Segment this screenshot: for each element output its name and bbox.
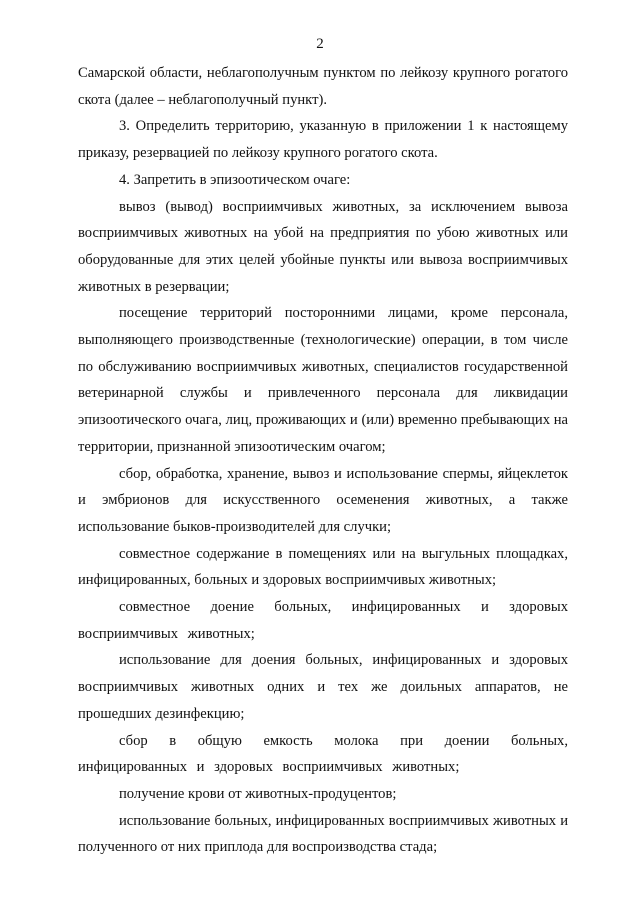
paragraph-ban-sperm: сбор, обработка, хранение, вывоз и использование спермы, яйцеклеток и эмбрионов для искусственного осеменения животных, а также использование быков-производителей для случки; <box>78 465 568 535</box>
paragraph-region-continuation: Самарской области, неблагополучным пунктом по лейкозу крупного рогатого скота (далее – неблагополучный пункт). <box>78 65 568 108</box>
paragraph-ban-visits: посещение территорий посторонними лицами, кроме персонала, выполняющего производственные (технологические) операции, в том числе по обслуживанию восприимчивых животных, специалистов государственной ветеринарной службы и привлеченного персонала для ликвидации эпизоотического очага, лиц, проживающих и (или) временно пребывающих на территории, признанной эпизоотическим очагом; <box>78 305 568 455</box>
paragraph-ban-joint-keeping: совместное содержание в помещениях или на выгульных площадках, инфицированных, больных и здоровых восприимчивых животных; <box>78 545 568 589</box>
paragraph-ban-blood: получение крови от животных-продуцентов; <box>119 785 397 802</box>
paragraph-ban-breeding: использование больных, инфицированных восприимчивых животных и полученного от них приплода для воспроизводства стада; <box>78 812 568 856</box>
document-body <box>78 60 568 861</box>
paragraph-ban-milking-machines: использование для доения больных, инфицированных и здоровых восприимчивых животных одних и тех же доильных аппаратов, не прошедших дезинфекцию; <box>78 652 568 722</box>
paragraph-ban-milk-collection: сбор в общую емкость молока при доении больных, инфицированных и здоровых восприимчивых животных; <box>78 732 568 776</box>
paragraph-ban-export: вывоз (вывод) восприимчивых животных, за исключением вывоза восприимчивых животных на убой на предприятия по убою животных или оборудованные для этих целей убойные пункты или вывоза восприимчивых животных в резервации; <box>78 198 568 295</box>
paragraph-item-4: 4. Запретить в эпизоотическом очаге: <box>119 171 351 188</box>
paragraph-ban-joint-milking: совместное доение больных, инфицированных и здоровых восприимчивых животных; <box>78 599 568 642</box>
page-number: 2 <box>316 36 324 52</box>
paragraph-item-3: 3. Определить территорию, указанную в приложении 1 к настоящему приказу, резервацией по лейкозу крупного рогатого скота. <box>78 118 568 162</box>
